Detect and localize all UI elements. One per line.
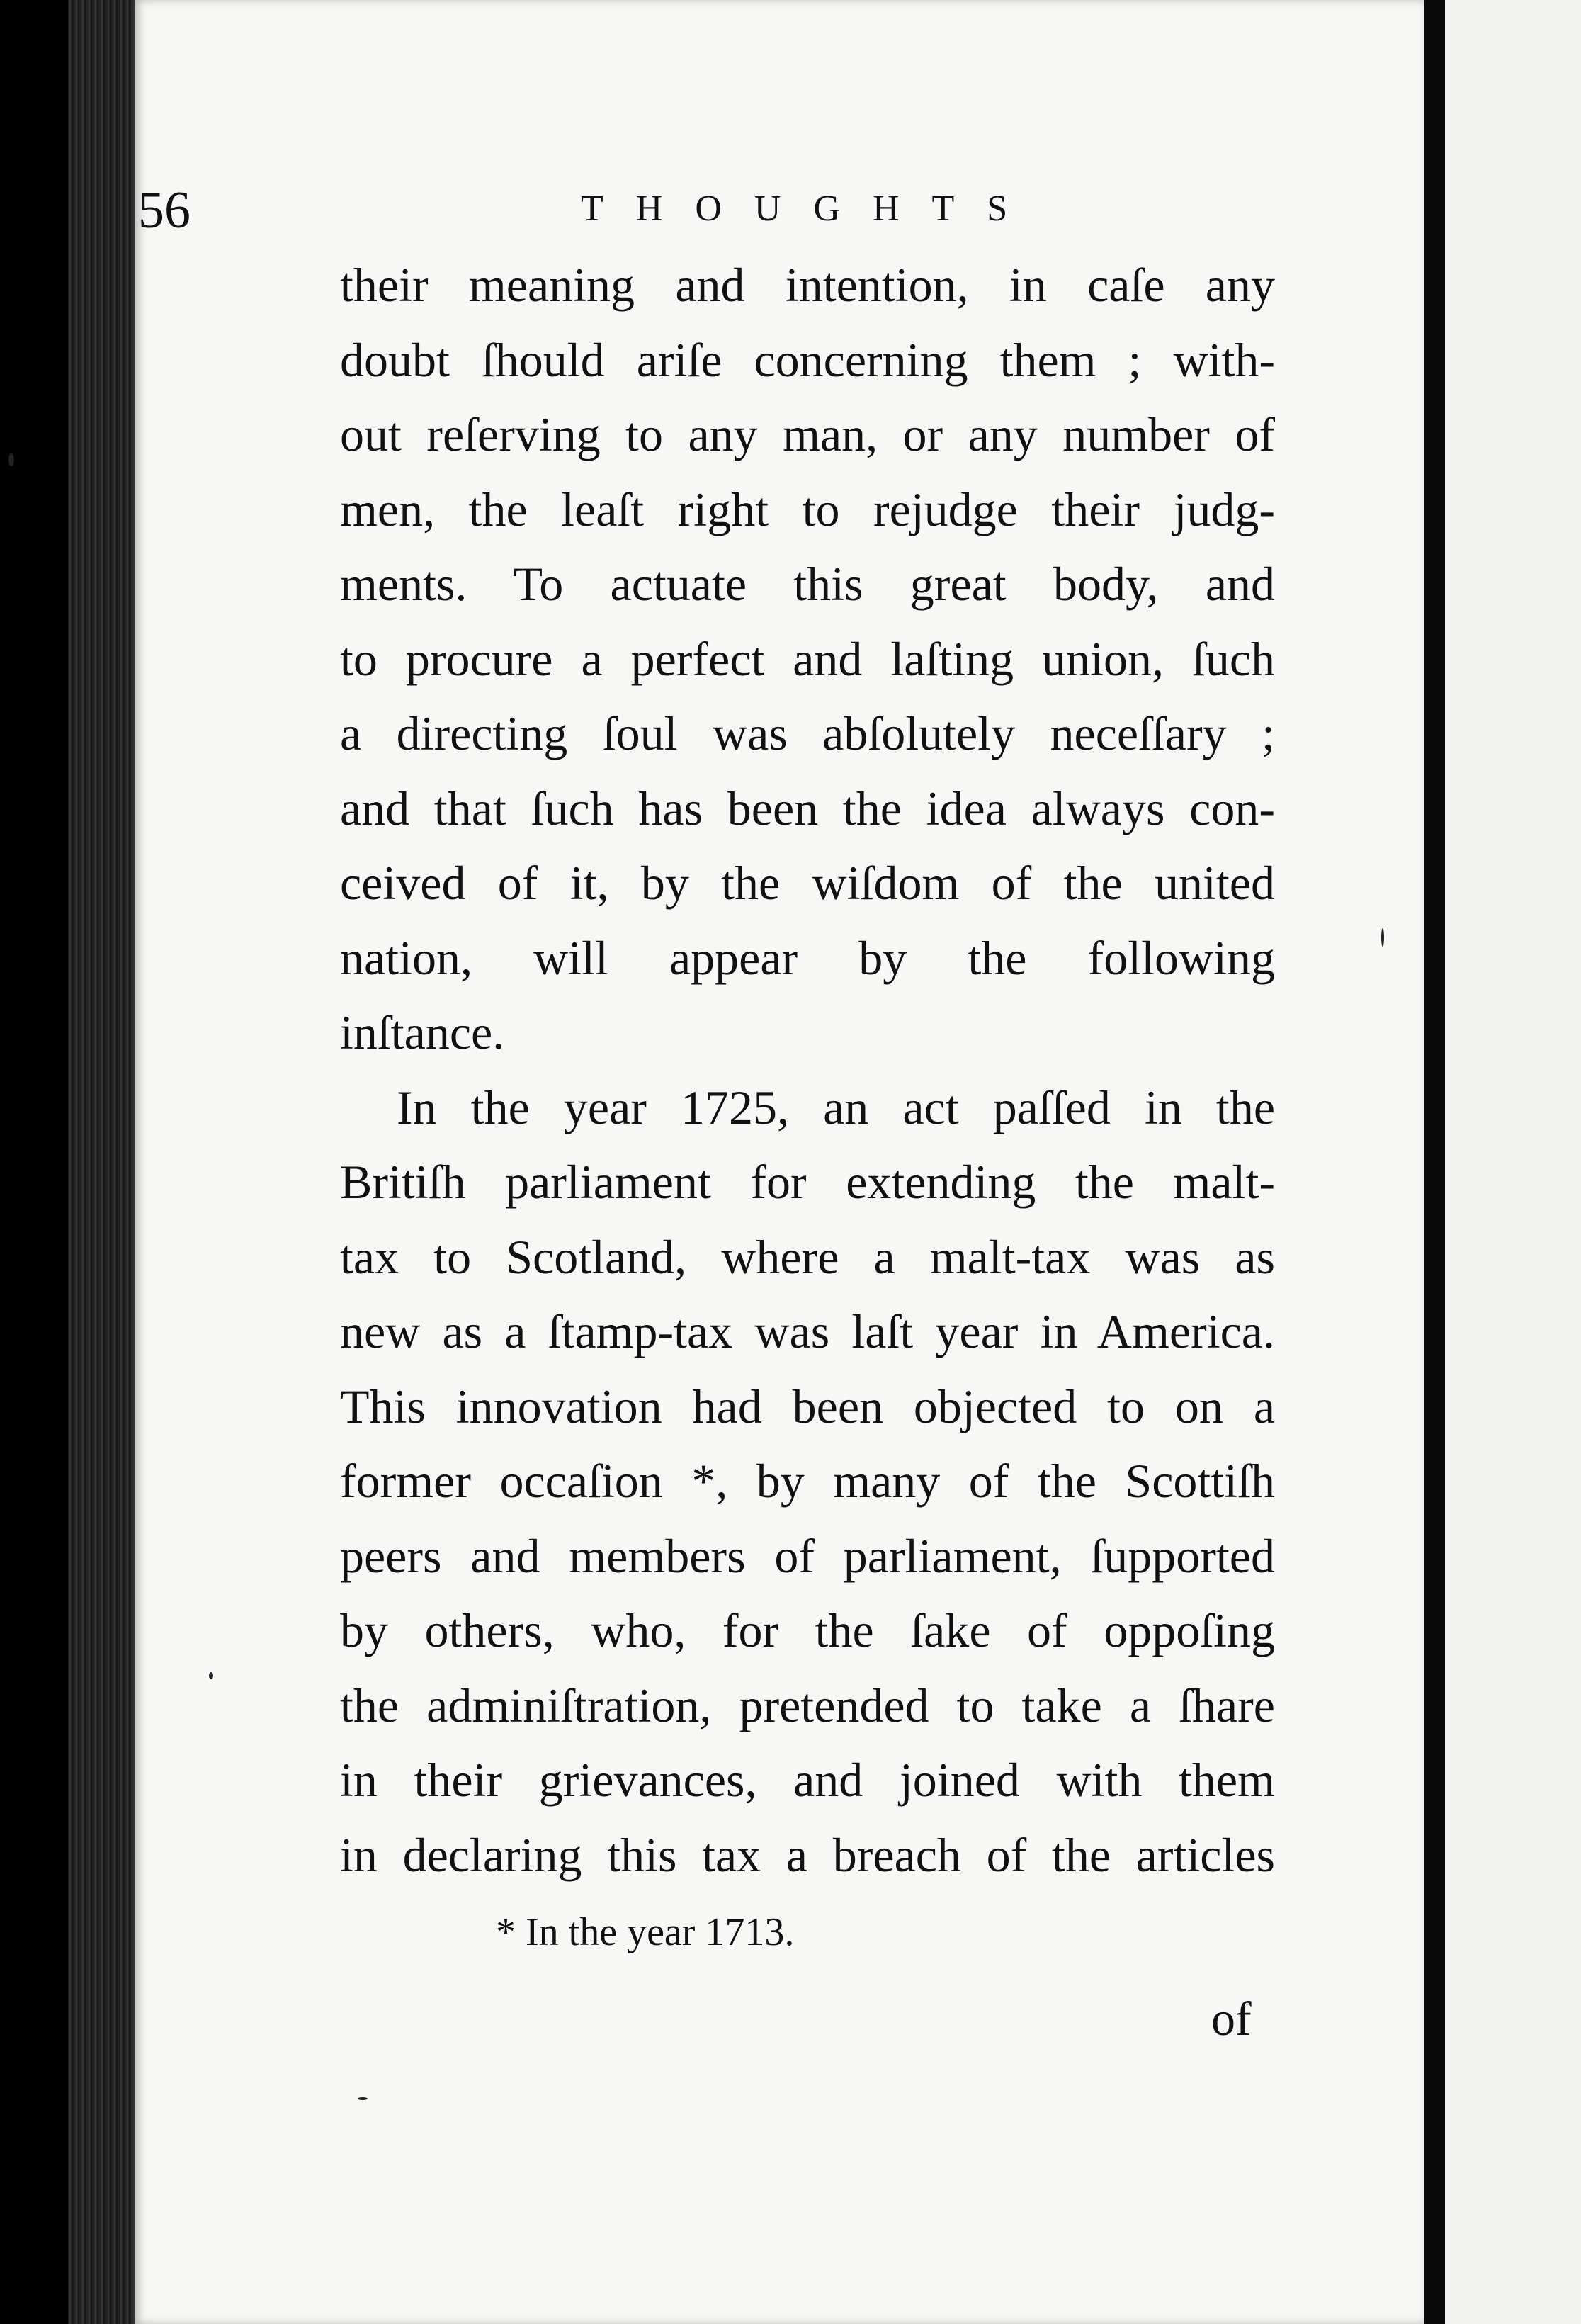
page-gutter bbox=[1424, 0, 1445, 2324]
ink-speck bbox=[358, 2097, 368, 2100]
text-line: new as a ſtamp-tax was laſt year in America. bbox=[340, 1304, 1275, 1358]
text-line: and that ſuch has been the idea always con- bbox=[340, 781, 1275, 835]
text-line: in declaring this tax a breach of the articles bbox=[340, 1827, 1275, 1882]
text-line: out reſerving to any man, or any number of bbox=[340, 407, 1275, 461]
footnote: * In the year 1713. bbox=[496, 1910, 795, 1954]
body-text bbox=[340, 248, 1275, 1893]
facing-page-edge bbox=[1445, 0, 1581, 2324]
text-line: inſtance. bbox=[340, 1005, 505, 1059]
ink-speck bbox=[209, 1672, 213, 1679]
text-line: ceived of it, by the wiſdom of the united bbox=[340, 856, 1275, 910]
text-line: nation, will appear by the following bbox=[340, 930, 1275, 985]
text-line: men, the leaſt right to rejudge their judg- bbox=[340, 482, 1275, 536]
running-head: THOUGHTS bbox=[581, 188, 1041, 229]
ink-speck bbox=[8, 453, 14, 466]
text-line: peers and members of parliament, ſupported bbox=[340, 1528, 1275, 1583]
text-line: doubt ſhould ariſe concerning them ; with- bbox=[340, 332, 1275, 387]
ink-speck bbox=[1381, 928, 1384, 947]
text-line: a directing ſoul was abſolutely neceſſary ; bbox=[340, 706, 1275, 760]
book-edge bbox=[68, 0, 139, 2324]
text-line: tax to Scotland, where a malt-tax was as bbox=[340, 1229, 1275, 1284]
page-number: 56 bbox=[138, 181, 191, 239]
text-line: the adminiſtration, pretended to take a ſhare bbox=[340, 1678, 1275, 1732]
text-line: This innovation had been objected to on a bbox=[340, 1379, 1275, 1433]
text-line: Britiſh parliament for extending the malt- bbox=[340, 1155, 1275, 1209]
text-line: ments. To actuate this great body, and bbox=[340, 557, 1275, 611]
text-line: their meaning and intention, in caſe any bbox=[340, 258, 1275, 312]
catchword: of bbox=[1211, 1992, 1252, 2046]
text-line: former occaſion *, by many of the Scottiſh bbox=[340, 1454, 1275, 1508]
text-line: In the year 1725, an act paſſed in the bbox=[397, 1080, 1275, 1134]
text-line: by others, who, for the ſake of oppoſing bbox=[340, 1603, 1275, 1657]
text-line: to procure a perfect and laſting union, ſuch bbox=[340, 631, 1275, 686]
text-line: in their grievances, and joined with them bbox=[340, 1753, 1275, 1807]
